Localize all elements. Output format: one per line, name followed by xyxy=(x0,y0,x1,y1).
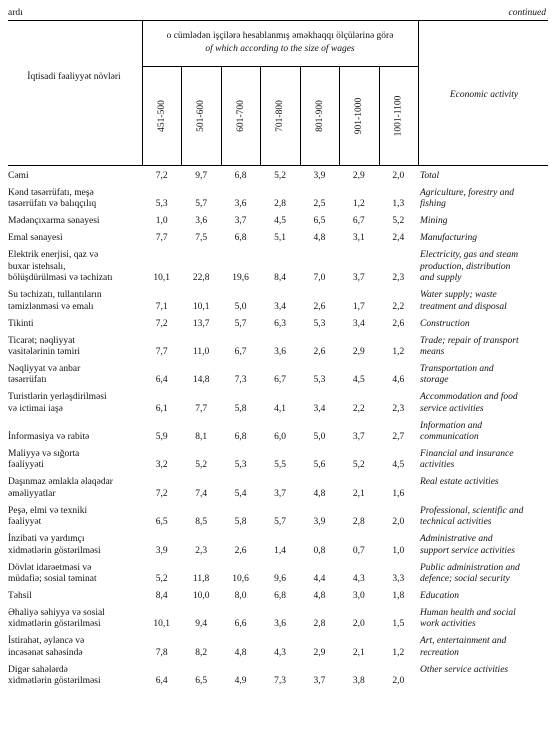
value-cell: 4,5 xyxy=(274,216,286,227)
value-cell: 4,3 xyxy=(274,647,286,658)
value-cell: 5,3 xyxy=(234,460,247,471)
value-cell: 7,2 xyxy=(155,318,168,329)
row-label-az: Əhaliyə səhiyyə və sosial xidmətlərin göstərilməsi xyxy=(8,608,105,630)
value-cell: 1,2 xyxy=(392,647,405,658)
value-cell: 2,4 xyxy=(392,233,405,244)
column-divider xyxy=(339,66,340,165)
value-cell: 5,2 xyxy=(195,460,208,471)
value-cell: 5,5 xyxy=(274,460,286,471)
column-divider xyxy=(221,66,222,165)
value-cell: 6,0 xyxy=(274,432,286,443)
table-row xyxy=(8,392,548,415)
value-cell: 3,6 xyxy=(274,346,286,357)
wage-column-label: 501-600 xyxy=(196,99,207,132)
value-cell: 6,7 xyxy=(274,375,286,386)
value-cell: 5,3 xyxy=(313,318,326,329)
value-cell: 5,9 xyxy=(155,432,168,443)
row-label-en: Accommodation and food service activities xyxy=(420,392,518,414)
header-divider-right xyxy=(418,20,419,165)
wage-group-header xyxy=(144,30,416,56)
value-cell: 7,7 xyxy=(155,346,168,357)
value-cell: 3,4 xyxy=(274,301,286,312)
row-label-az: İnzibati və yardımçı xidmətlərin göstərilməsi xyxy=(8,534,101,556)
value-cell: 4,5 xyxy=(352,375,365,386)
row-label-az: Daşınmaz əmlakla əlaqədar əməliyyatlar xyxy=(8,477,113,499)
row-label-az: Tikinti xyxy=(8,318,34,329)
value-cell: 3,9 xyxy=(155,545,168,556)
table-row xyxy=(8,591,548,602)
row-label-az: Cəmi xyxy=(8,171,29,181)
row-label-en: Trade; repair of transport means xyxy=(420,335,519,357)
value-cell: 8,0 xyxy=(234,591,247,602)
row-label-az: İstirahət, əyləncə və incəsənət sahəsində xyxy=(8,636,85,658)
value-cell: 7,5 xyxy=(195,233,208,244)
row-label-az: Emal sənayesi xyxy=(8,233,63,244)
value-cell: 2,3 xyxy=(195,545,208,556)
activity-header-en: Economic activity xyxy=(449,90,519,100)
value-cell: 3,7 xyxy=(352,273,365,284)
value-cell: 5,2 xyxy=(155,574,168,585)
value-cell: 3,7 xyxy=(274,488,286,499)
value-cell: 2,2 xyxy=(392,301,405,312)
table-row xyxy=(8,250,548,284)
value-cell: 6,5 xyxy=(195,676,208,687)
wage-group-header-az: o cümlədən işçilərə hesablanmış əməkhaqqı ölçülərinə görə xyxy=(166,31,394,41)
value-cell: 4,8 xyxy=(234,647,247,658)
value-cell: 4,6 xyxy=(392,375,405,386)
value-cell: 4,1 xyxy=(274,403,286,414)
value-cell: 8,5 xyxy=(195,517,208,528)
table-row xyxy=(8,449,548,472)
value-cell: 1,8 xyxy=(392,591,405,602)
row-label-en: Information and communication xyxy=(420,420,483,443)
row-label-az: Dövlət idarəetməsi və müdafiə; sosial təminat xyxy=(8,562,97,585)
value-cell: 1,2 xyxy=(392,346,405,357)
value-cell: 6,8 xyxy=(274,591,286,602)
header-top-rule xyxy=(8,20,548,21)
value-cell: 5,2 xyxy=(274,171,286,181)
table-row xyxy=(8,290,548,313)
row-label-en: Human health and social work activities xyxy=(420,608,516,630)
value-cell: 4,3 xyxy=(352,574,365,585)
value-cell: 5,2 xyxy=(352,460,365,471)
value-cell: 11,8 xyxy=(193,574,210,585)
wage-column-label: 451-500 xyxy=(156,99,167,132)
wage-column-header xyxy=(379,66,418,165)
wage-column-header xyxy=(300,66,339,165)
value-cell: 5,4 xyxy=(234,488,247,499)
value-cell: 2,2 xyxy=(352,403,365,414)
value-cell: 6,7 xyxy=(234,346,247,357)
value-cell: 7,3 xyxy=(274,676,286,687)
continuation-label-az: ardı xyxy=(8,8,23,18)
row-label-en: Art, entertainment and recreation xyxy=(420,636,507,658)
value-cell: 3,8 xyxy=(352,676,365,687)
row-label-en: Professional, scientific and technical activities xyxy=(420,505,524,528)
value-cell: 10,1 xyxy=(153,619,171,630)
value-cell: 10,1 xyxy=(153,273,171,284)
value-cell: 10,6 xyxy=(232,574,249,585)
row-label-en: Mining xyxy=(420,216,448,227)
row-label-az: Mədənçıxarma sənayesi xyxy=(8,216,100,227)
value-cell: 7,2 xyxy=(155,488,168,499)
column-divider xyxy=(379,66,380,165)
value-cell: 1,6 xyxy=(392,488,405,499)
value-cell: 2,1 xyxy=(352,647,365,658)
value-cell: 2,6 xyxy=(313,346,326,357)
row-label-en: Public administration and defence; social security xyxy=(420,562,520,585)
continuation-label-en: continued xyxy=(508,8,546,18)
value-cell: 19,6 xyxy=(232,273,249,284)
row-label-en: Construction xyxy=(420,318,470,329)
table-row xyxy=(8,216,548,227)
value-cell: 1,4 xyxy=(274,545,286,556)
value-cell: 7,1 xyxy=(155,301,168,312)
table-row xyxy=(8,534,548,557)
row-label-az: Nəqliyyat və anbar təsərrüfatı xyxy=(8,363,81,386)
value-cell: 10,0 xyxy=(192,591,210,602)
value-cell: 1,5 xyxy=(392,619,405,630)
value-cell: 6,5 xyxy=(313,216,326,227)
wage-column-header xyxy=(339,66,378,165)
wage-column-label: 1001-1100 xyxy=(393,95,404,136)
value-cell: 8,4 xyxy=(274,273,286,284)
table-row xyxy=(8,171,548,182)
value-cell: 6,1 xyxy=(155,403,168,414)
value-cell: 9,4 xyxy=(195,619,208,630)
value-cell: 4,9 xyxy=(234,676,247,687)
value-cell: 0,8 xyxy=(313,545,326,556)
table-row xyxy=(8,665,548,688)
row-label-az: Su təchizatı, tullantıların təmizlənməsi və emalı xyxy=(8,290,102,312)
value-cell: 5,0 xyxy=(234,301,247,312)
row-label-az: Təhsil xyxy=(8,591,32,602)
value-cell: 3,6 xyxy=(234,199,247,210)
value-cell: 2,1 xyxy=(352,488,365,499)
value-cell: 2,5 xyxy=(313,199,326,210)
value-cell: 2,6 xyxy=(392,318,405,329)
row-label-en: Agriculture, forestry and fishing xyxy=(420,187,515,210)
value-cell: 4,8 xyxy=(313,591,326,602)
wage-column-label: 601-700 xyxy=(235,99,246,132)
table-row xyxy=(8,421,548,444)
value-cell: 8,2 xyxy=(195,647,208,658)
value-cell: 5,7 xyxy=(195,199,208,210)
value-cell: 2,6 xyxy=(313,301,326,312)
value-cell: 3,7 xyxy=(234,216,247,227)
value-cell: 2,9 xyxy=(313,647,326,658)
value-cell: 7,0 xyxy=(313,273,326,284)
value-cell: 5,3 xyxy=(155,199,168,210)
value-cell: 1,2 xyxy=(352,199,365,210)
value-cell: 3,7 xyxy=(313,676,326,687)
value-cell: 6,5 xyxy=(155,517,168,528)
row-label-az: Maliyyə və sığorta fəaliyyəti xyxy=(8,449,80,471)
row-label-en: Education xyxy=(420,591,460,602)
value-cell: 1,0 xyxy=(392,545,405,556)
value-cell: 2,0 xyxy=(392,517,405,528)
wage-group-header-en: of which according to the size of wages xyxy=(205,44,355,54)
value-cell: 5,2 xyxy=(392,216,405,227)
activity-header-az: İqtisadi fəaliyyət növləri xyxy=(27,72,121,82)
row-label-az: Peşə, elmi və texniki fəaliyyət xyxy=(8,505,88,528)
value-cell: 3,9 xyxy=(313,517,326,528)
value-cell: 3,1 xyxy=(352,233,365,244)
value-cell: 2,3 xyxy=(392,403,405,414)
value-cell: 1,7 xyxy=(352,301,365,312)
table-row xyxy=(8,188,548,211)
value-cell: 6,4 xyxy=(155,676,168,687)
value-cell: 2,3 xyxy=(392,273,405,284)
value-cell: 22,8 xyxy=(192,273,210,284)
row-label-az: Digər sahələrdə xidmətlərin göstərilməsi xyxy=(8,664,101,687)
value-cell: 3,4 xyxy=(352,318,365,329)
value-cell: 3,6 xyxy=(195,216,208,227)
row-label-en: Administrative and support service activities xyxy=(420,534,515,556)
value-cell: 1,0 xyxy=(155,216,168,227)
value-cell: 10,1 xyxy=(192,301,210,312)
value-cell: 5,7 xyxy=(274,517,286,528)
row-label-en: Manufacturing xyxy=(420,233,477,244)
table-row xyxy=(8,319,548,330)
value-cell: 3,2 xyxy=(155,460,168,471)
wage-column-header xyxy=(221,66,260,165)
row-label-en: Water supply; waste treatment and disposal xyxy=(420,290,507,312)
column-divider xyxy=(181,66,182,165)
value-cell: 6,7 xyxy=(352,216,365,227)
value-cell: 3,3 xyxy=(392,574,405,585)
column-divider xyxy=(260,66,261,165)
value-cell: 11,0 xyxy=(193,346,210,357)
value-cell: 2,0 xyxy=(392,676,405,687)
value-cell: 6,3 xyxy=(274,318,286,329)
value-cell: 4,5 xyxy=(392,460,405,471)
value-cell: 2,9 xyxy=(352,346,365,357)
value-cell: 5,3 xyxy=(313,375,326,386)
value-cell: 2,9 xyxy=(352,171,365,181)
wage-column-label: 701-800 xyxy=(274,99,285,132)
value-cell: 7,2 xyxy=(155,171,168,181)
column-divider xyxy=(300,66,301,165)
value-cell: 6,8 xyxy=(234,171,247,181)
value-cell: 1,3 xyxy=(392,199,405,210)
value-cell: 7,7 xyxy=(195,403,208,414)
value-cell: 3,7 xyxy=(352,432,365,443)
row-label-en: Financial and insurance activities xyxy=(420,449,514,471)
value-cell: 3,9 xyxy=(313,171,326,181)
value-cell: 7,3 xyxy=(234,375,247,386)
value-cell: 2,8 xyxy=(313,619,326,630)
row-label-en: Electricity, gas and steam production, distribution and supply xyxy=(420,250,519,284)
row-label-en: Total xyxy=(420,171,440,181)
value-cell: 4,8 xyxy=(313,488,326,499)
value-cell: 3,0 xyxy=(352,591,365,602)
value-cell: 3,4 xyxy=(313,403,326,414)
table-row xyxy=(8,477,548,500)
value-cell: 5,1 xyxy=(274,233,286,244)
row-label-az: Turistlərin yerləşdirilməsi və ictimai iaşə xyxy=(8,392,107,414)
value-cell: 3,6 xyxy=(274,619,286,630)
table-row xyxy=(8,364,548,387)
table-row xyxy=(8,506,548,529)
value-cell: 7,7 xyxy=(155,233,168,244)
value-cell: 13,7 xyxy=(192,318,210,329)
value-cell: 7,8 xyxy=(155,647,168,658)
row-label-az: Elektrik enerjisi, qaz və buxar istehsalı, bölüşdürülməsi və təchizatı xyxy=(8,250,113,284)
table-body xyxy=(8,171,548,693)
value-cell: 2,0 xyxy=(392,171,405,181)
value-cell: 6,8 xyxy=(234,432,247,443)
row-label-az: İnformasiya və rabitə xyxy=(8,432,90,443)
value-cell: 2,6 xyxy=(234,545,247,556)
wage-column-label: 901-1000 xyxy=(353,97,364,134)
value-cell: 6,4 xyxy=(155,375,168,386)
wage-column-header xyxy=(260,66,299,165)
row-label-en: Real estate activities xyxy=(420,477,499,488)
value-cell: 6,6 xyxy=(234,619,247,630)
value-cell: 5,8 xyxy=(234,517,247,528)
row-label-en: Transportation and storage xyxy=(420,363,494,386)
wage-column-label: 801-900 xyxy=(314,99,325,132)
row-label-az: Kənd təsərrüfatı, meşə təsərrüfatı və balıqçılıq xyxy=(8,187,97,210)
value-cell: 7,4 xyxy=(195,488,208,499)
table-row xyxy=(8,563,548,586)
table-header xyxy=(8,20,548,165)
wage-column-header xyxy=(142,66,181,165)
value-cell: 2,8 xyxy=(274,199,286,210)
table-row xyxy=(8,233,548,244)
value-cell: 8,1 xyxy=(195,432,208,443)
header-bottom-rule xyxy=(8,165,548,166)
value-cell: 4,8 xyxy=(313,233,326,244)
table-row xyxy=(8,336,548,359)
value-cell: 0,7 xyxy=(352,545,365,556)
value-cell: 14,8 xyxy=(192,375,210,386)
row-label-az: Ticarət; nəqliyyat vasitələrinin təmiri xyxy=(8,335,81,357)
value-cell: 5,6 xyxy=(313,460,326,471)
value-cell: 2,7 xyxy=(392,432,405,443)
table-row xyxy=(8,636,548,659)
wage-column-header xyxy=(181,66,220,165)
value-cell: 5,8 xyxy=(234,403,247,414)
value-cell: 5,0 xyxy=(313,432,326,443)
value-cell: 4,4 xyxy=(313,574,326,585)
value-cell: 6,8 xyxy=(234,233,247,244)
value-cell: 9,6 xyxy=(274,574,286,585)
value-cell: 2,8 xyxy=(352,517,365,528)
value-cell: 9,7 xyxy=(195,171,208,181)
table-row xyxy=(8,608,548,631)
value-cell: 5,7 xyxy=(234,318,247,329)
value-cell: 2,0 xyxy=(352,619,365,630)
row-label-en: Other service activities xyxy=(420,664,509,675)
value-cell: 8,4 xyxy=(155,591,168,602)
